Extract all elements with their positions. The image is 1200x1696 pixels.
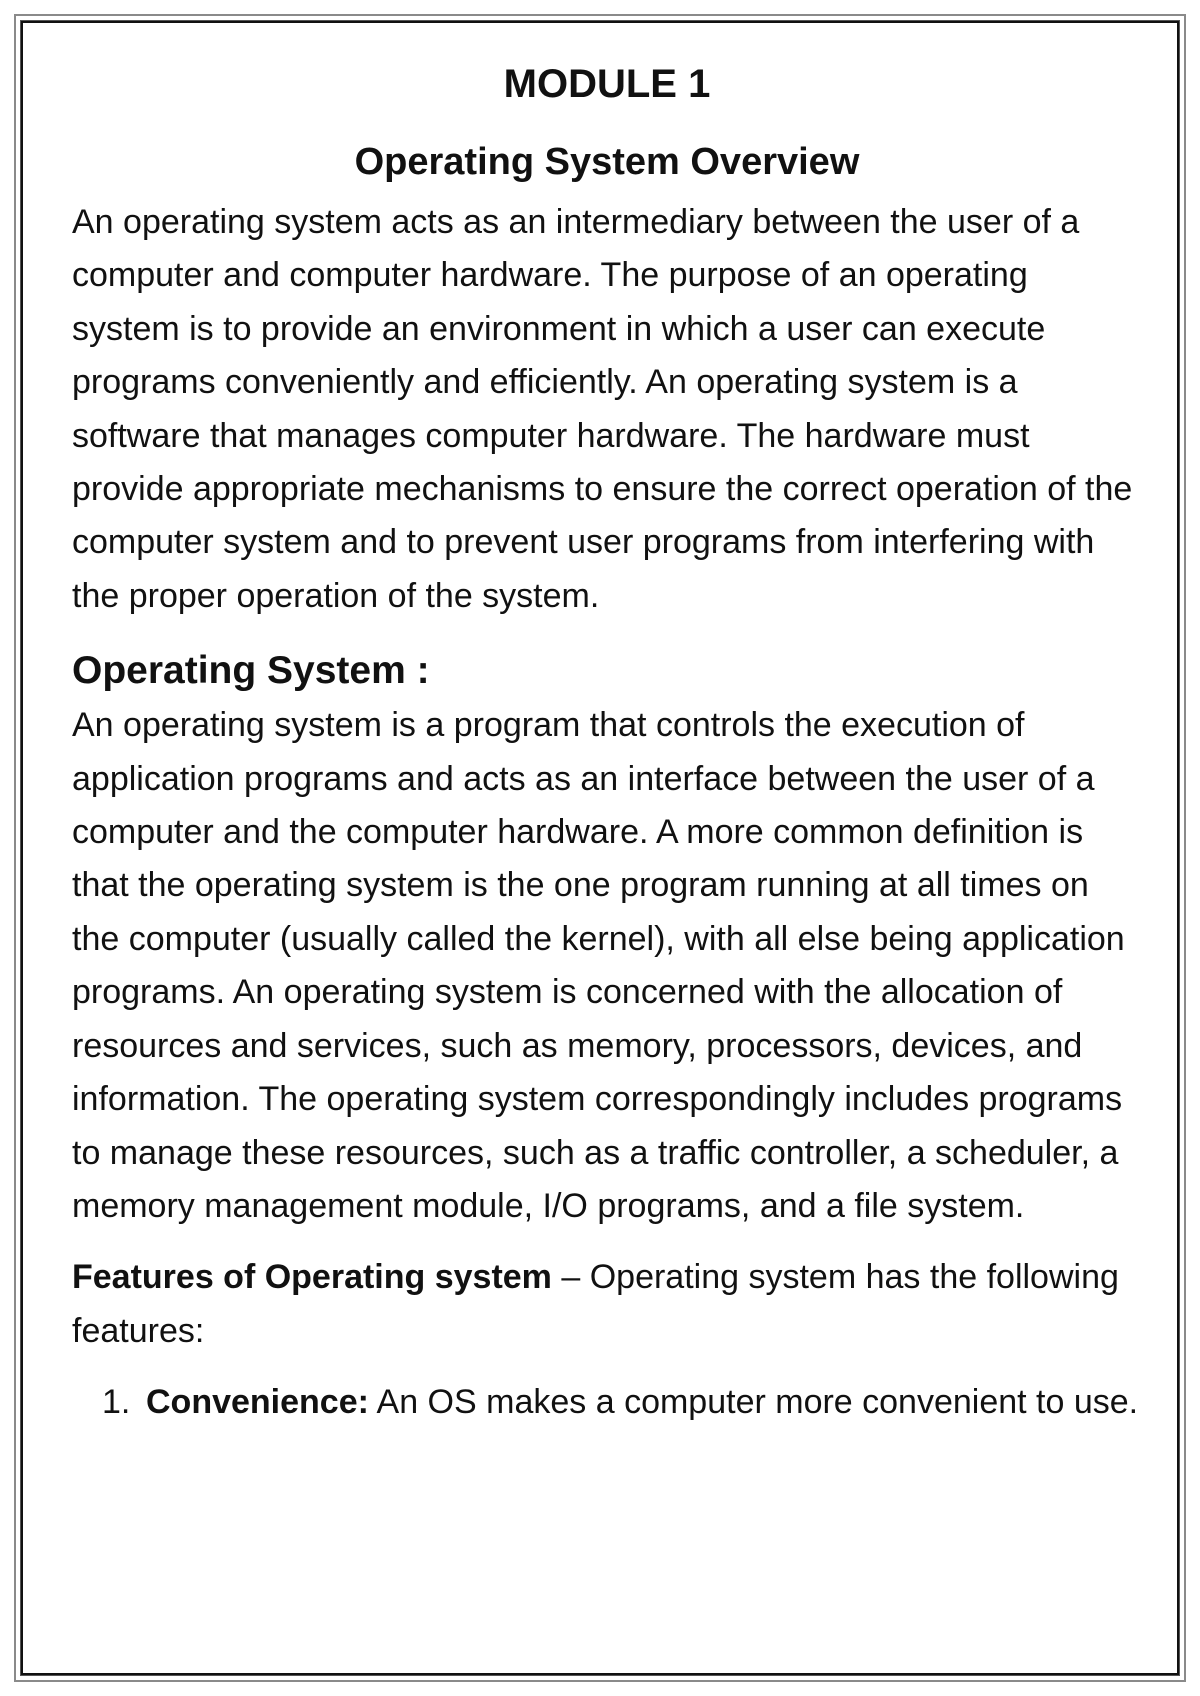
feature-term: Convenience: <box>146 1383 369 1422</box>
document-content <box>72 56 1142 1430</box>
feature-list <box>72 1376 1142 1429</box>
operating-system-paragraph: An operating system is a program that controls the execution of application programs and acts as an interface between the user of a computer and the computer hardware. A more common definition is that the operating system is the one program running at all times on the computer (usually called the kernel), with all else being application programs. An operating system is concerned with the allocation of resources and services, such as memory, processors, devices, and information. The operating system correspondingly includes programs to manage these resources, such as a traffic controller, a scheduler, a memory management module, I/O programs, and a file system. <box>72 706 1125 1225</box>
features-intro-text: – Operating system has the following features: <box>72 1258 1119 1350</box>
module-title: MODULE 1 <box>503 62 711 106</box>
page-title: Operating System Overview <box>354 141 860 183</box>
section-heading-operating-system: Operating System : <box>72 649 430 693</box>
features-paragraph <box>72 1251 1142 1358</box>
features-lead: Features of Operating system <box>72 1258 552 1297</box>
list-item <box>102 1376 1142 1429</box>
intro-paragraph: An operating system acts as an intermediary between the user of a computer and computer hardware. The purpose of an operating system is to provide an environment in which a user can execute programs conveniently and efficiently. An operating system is a software that manages computer hardware. The hardware must provide appropriate mechanisms to ensure the correct operation of the computer system and to prevent user programs from interfering with the proper operation of the system. <box>72 203 1133 615</box>
feature-description: An OS makes a computer more convenient to use. <box>368 1383 1139 1422</box>
list-item-number: 1. <box>102 1383 131 1422</box>
